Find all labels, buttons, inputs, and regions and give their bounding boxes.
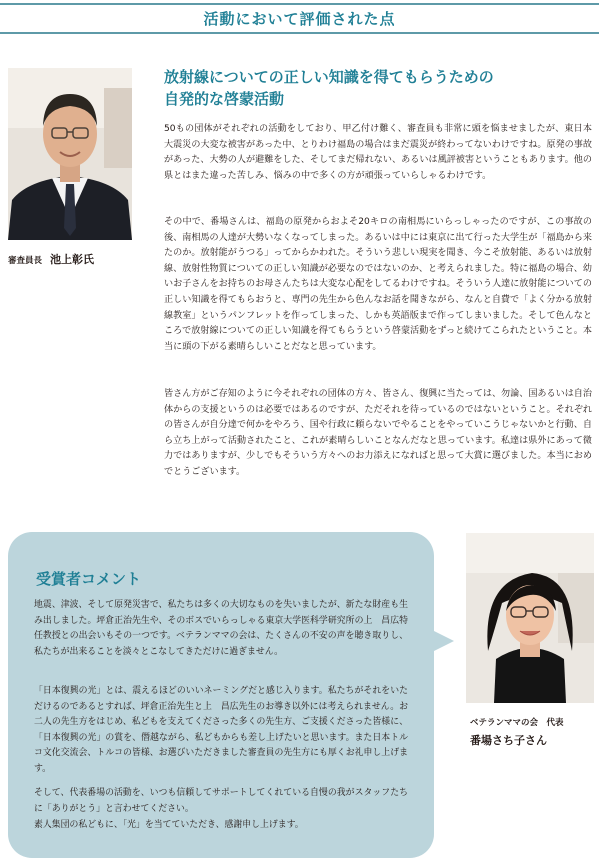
judge-caption (8, 248, 94, 267)
comment-paragraph-1: 地震、津波、そして原発災害で、私たちは多くの大切なものを失いましたが、新たな財産も生み出しました。坪倉正治先生や、そのボスでいらっしゃる東京大学医科学研究所の上 昌広特任教授との出会いもその一つです。ベテランママの会は、たくさんの不安の声を聴き取りし、私たちが出来ることを淡々とこなしてきただけに過ぎません。 (34, 600, 408, 657)
awardee-photo (466, 533, 594, 703)
comment-paragraph-2: 「日本復興の光」とは、震えるほどのいいネーミングだと感じ入ります。私たちがそれをいただけるのであるとすれば、坪倉正治先生と上 昌広先生のお導き以外には考えられません。お二人の先生方をはじめ、私どもを支えてくださった多くの先生方、ご支援くださった皆様に、「日本復興の光」の賞を、僭越ながら、私どもからも差し上げたいと思います。また日本トルコ文化交流会、トルコの皆様、お選びいただきました審査員の先生方にも厚くお礼申し上げます。 (34, 686, 408, 774)
headline-line-1: 放射線についての正しい知識を得てもらうための (164, 68, 494, 86)
comment-bubble-tail (432, 630, 454, 652)
judge-photo (8, 68, 132, 240)
header-rule-top (0, 3, 599, 5)
headline-line-2: 自発的な啓蒙活動 (164, 90, 285, 108)
awardee-name: 番場さち子さん (470, 734, 547, 747)
body-paragraph-3: 皆さん方がご存知のように今それぞれの団体の方々、皆さん、復興に当たっては、勿論、国あるいは自治体からの支援というのは必要ではあるのですが、ただそれを待っているのではないということ。それぞれの皆さんが自分達で何かをやろう、国や行政に頼らないでやることをやっていこうじゃないかと行動、自ら立ち上がって活動されたこと、これが素晴らしいことなんだなと思っています。私達は県外にあって微力ではありますが、少しでもそういう方々へのお力添えになればと思って大賞に選びました。本当におめでとうございます。 (164, 389, 592, 477)
comment-title: 受賞者コメント (36, 570, 142, 588)
comment-paragraph-3: そして、代表番場の活動を、いつも信頼してサポートしてくれている自慢の我がスタッフたちに「ありがとう」と言わせてください。 (34, 788, 408, 814)
comment-paragraph-4: 素人集団の私どもに、「光」を当てていただき、感謝申し上げます。 (34, 820, 304, 830)
body-paragraph-2: その中で、番場さんは、福島の原発からおよそ20キロの南相馬にいらっしゃったのですが、この事故の後、南相馬の人達が大勢いなくなってしまった。あるいは中には東京に出て行った大学生が「福島から来たのか。放射能がうつる」ってからかわれた。そういう悲しい現実を聞き、今こそ放射能、あるいは放射線、放射性物質についての正しい知識が必要なのではないのか、と考えられました。特に福島の場合、幼いお子さんをお持ちのお母さんたちは大変な心配をしてるわけですね。そういう人達に放射能についての正しい知識を得てもらおうと、専門の先生から色んなお話を聞きながら、なんと自費で「よく分かる放射線教室」というパンフレットを作ってしまった、しかも英語版まで作ってしまいました。そして色んなところで放射線についての正しい知識を得てもらうという啓蒙活動をずっと続けてこられたということ。本当に頭の下がる素晴らしいことだなと思っています。 (164, 217, 592, 352)
judge-name: 池上彰氏 (50, 253, 95, 266)
body-paragraph-1: 50もの団体がそれぞれの活動をしており、甲乙付け難く、審査員も非常に頭を悩ませましたが、東日本大震災の大変な被害があった中、とりわけ福島の場合はまだ震災が終わってないわけですね。原発の事故があった、大勢の人が避難をした、そしてまだ帰れない、あるいは風評被害ということもあります。他の県とはまた違った苦しみ、悩みの中で多くの方が頑張っていらしゃるわけです。 (164, 124, 592, 181)
header-rule-bottom (0, 32, 599, 34)
awardee-org: ベテランママの会 代表 (470, 718, 564, 728)
headline (164, 66, 584, 110)
judge-role: 審査員長 (8, 256, 43, 266)
awardee-caption (470, 716, 564, 748)
section-title: 活動において評価された点 (203, 10, 396, 28)
